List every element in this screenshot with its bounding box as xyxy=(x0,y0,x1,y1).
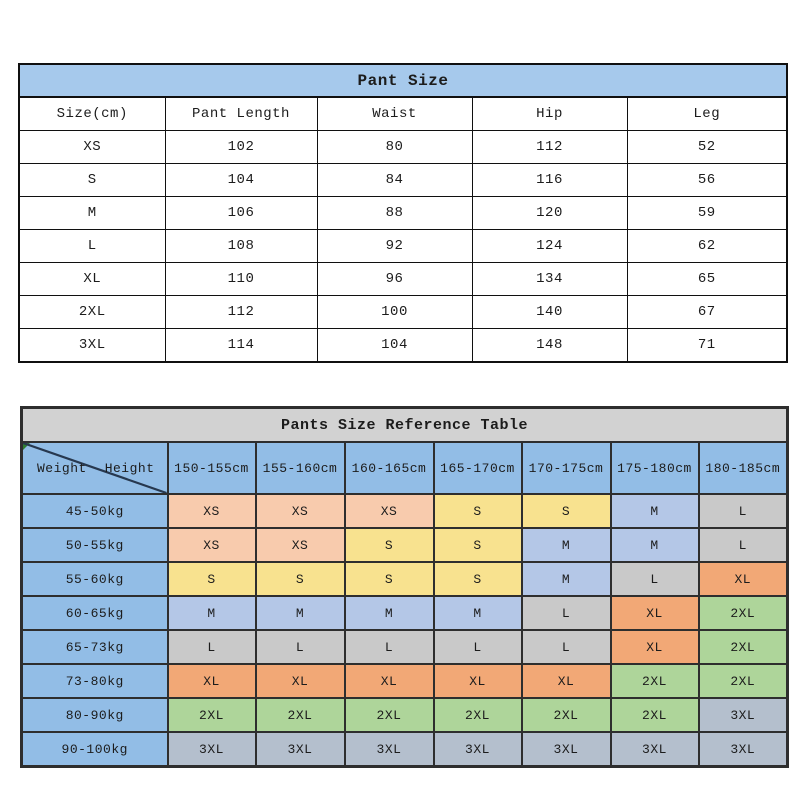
pant-size-data-row xyxy=(19,329,787,363)
measurement-cell: 116 xyxy=(472,164,627,197)
reference-table-title: Pants Size Reference Table xyxy=(22,408,788,443)
size-label-cell: S xyxy=(19,164,165,197)
measurement-cell: 140 xyxy=(472,296,627,329)
recommended-size-cell: 2XL xyxy=(434,698,522,732)
recommended-size-cell: XS xyxy=(168,528,256,562)
height-range-header-cell: 170-175cm xyxy=(522,442,611,494)
recommended-size-cell: L xyxy=(699,494,788,528)
recommended-size-cell: 3XL xyxy=(168,732,256,767)
pant-size-column-header: Hip xyxy=(472,97,627,131)
reference-data-row xyxy=(22,528,788,562)
measurement-cell: 108 xyxy=(165,230,317,263)
reference-header-row xyxy=(22,442,788,494)
height-range-header-cell: 150-155cm xyxy=(168,442,256,494)
pant-size-data-row xyxy=(19,230,787,263)
height-range-header-cell: 175-180cm xyxy=(611,442,699,494)
recommended-size-cell: L xyxy=(699,528,788,562)
pant-size-column-header: Leg xyxy=(627,97,787,131)
recommended-size-cell: M xyxy=(522,528,611,562)
reference-data-row xyxy=(22,664,788,698)
pants-size-reference-table xyxy=(20,406,789,768)
recommended-size-cell: 2XL xyxy=(699,596,788,630)
weight-range-cell: 55-60kg xyxy=(22,562,168,596)
recommended-size-cell: XL xyxy=(256,664,345,698)
recommended-size-cell: XL xyxy=(699,562,788,596)
recommended-size-cell: M xyxy=(434,596,522,630)
recommended-size-cell: M xyxy=(256,596,345,630)
measurement-cell: 84 xyxy=(317,164,472,197)
pant-size-table xyxy=(18,63,788,363)
recommended-size-cell: S xyxy=(434,494,522,528)
recommended-size-cell: 3XL xyxy=(611,732,699,767)
measurement-cell: 100 xyxy=(317,296,472,329)
measurement-cell: 65 xyxy=(627,263,787,296)
weight-height-corner-cell xyxy=(22,442,168,494)
recommended-size-cell: XS xyxy=(256,494,345,528)
recommended-size-cell: L xyxy=(345,630,434,664)
measurement-cell: 80 xyxy=(317,131,472,164)
pant-size-data-row xyxy=(19,131,787,164)
pant-size-header-row xyxy=(19,97,787,131)
size-label-cell: L xyxy=(19,230,165,263)
recommended-size-cell: XS xyxy=(345,494,434,528)
pant-size-column-header: Waist xyxy=(317,97,472,131)
recommended-size-cell: S xyxy=(522,494,611,528)
measurement-cell: 120 xyxy=(472,197,627,230)
reference-data-row xyxy=(22,732,788,767)
recommended-size-cell: S xyxy=(434,562,522,596)
measurement-cell: 112 xyxy=(165,296,317,329)
size-label-cell: XL xyxy=(19,263,165,296)
measurement-cell: 112 xyxy=(472,131,627,164)
recommended-size-cell: 3XL xyxy=(434,732,522,767)
reference-data-row xyxy=(22,494,788,528)
recommended-size-cell: XL xyxy=(345,664,434,698)
recommended-size-cell: S xyxy=(345,562,434,596)
reference-title-row xyxy=(22,408,788,443)
weight-range-cell: 50-55kg xyxy=(22,528,168,562)
recommended-size-cell: XL xyxy=(611,596,699,630)
recommended-size-cell: 2XL xyxy=(699,630,788,664)
measurement-cell: 134 xyxy=(472,263,627,296)
recommended-size-cell: 2XL xyxy=(611,698,699,732)
height-axis-label: Height xyxy=(104,460,155,476)
recommended-size-cell: S xyxy=(434,528,522,562)
weight-range-cell: 73-80kg xyxy=(22,664,168,698)
pant-size-data-row xyxy=(19,164,787,197)
recommended-size-cell: XS xyxy=(168,494,256,528)
recommended-size-cell: L xyxy=(522,630,611,664)
recommended-size-cell: L xyxy=(611,562,699,596)
recommended-size-cell: M xyxy=(611,494,699,528)
pant-size-data-row xyxy=(19,296,787,329)
measurement-cell: 88 xyxy=(317,197,472,230)
size-label-cell: M xyxy=(19,197,165,230)
measurement-cell: 96 xyxy=(317,263,472,296)
measurement-cell: 104 xyxy=(317,329,472,363)
recommended-size-cell: L xyxy=(434,630,522,664)
measurement-cell: 106 xyxy=(165,197,317,230)
measurement-cell: 102 xyxy=(165,131,317,164)
measurement-cell: 148 xyxy=(472,329,627,363)
weight-range-cell: 60-65kg xyxy=(22,596,168,630)
recommended-size-cell: XL xyxy=(434,664,522,698)
recommended-size-cell: S xyxy=(168,562,256,596)
recommended-size-cell: XL xyxy=(611,630,699,664)
recommended-size-cell: L xyxy=(168,630,256,664)
height-range-header-cell: 165-170cm xyxy=(434,442,522,494)
recommended-size-cell: 2XL xyxy=(522,698,611,732)
recommended-size-cell: 2XL xyxy=(256,698,345,732)
measurement-cell: 104 xyxy=(165,164,317,197)
pant-size-title: Pant Size xyxy=(19,64,787,97)
recommended-size-cell: M xyxy=(611,528,699,562)
weight-range-cell: 90-100kg xyxy=(22,732,168,767)
measurement-cell: 124 xyxy=(472,230,627,263)
measurement-cell: 67 xyxy=(627,296,787,329)
weight-range-cell: 80-90kg xyxy=(22,698,168,732)
recommended-size-cell: M xyxy=(522,562,611,596)
recommended-size-cell: L xyxy=(256,630,345,664)
pant-size-data-row xyxy=(19,197,787,230)
reference-data-row xyxy=(22,630,788,664)
size-label-cell: 2XL xyxy=(19,296,165,329)
recommended-size-cell: 2XL xyxy=(611,664,699,698)
measurement-cell: 114 xyxy=(165,329,317,363)
recommended-size-cell: 2XL xyxy=(699,664,788,698)
measurement-cell: 71 xyxy=(627,329,787,363)
measurement-cell: 92 xyxy=(317,230,472,263)
recommended-size-cell: M xyxy=(345,596,434,630)
recommended-size-cell: 2XL xyxy=(168,698,256,732)
recommended-size-cell: 3XL xyxy=(345,732,434,767)
pant-size-column-header: Size(cm) xyxy=(19,97,165,131)
recommended-size-cell: S xyxy=(345,528,434,562)
measurement-cell: 52 xyxy=(627,131,787,164)
recommended-size-cell: L xyxy=(522,596,611,630)
weight-range-cell: 65-73kg xyxy=(22,630,168,664)
recommended-size-cell: M xyxy=(168,596,256,630)
weight-axis-label: Weight xyxy=(37,460,87,476)
recommended-size-cell: XL xyxy=(522,664,611,698)
height-range-header-cell: 155-160cm xyxy=(256,442,345,494)
recommended-size-cell: 3XL xyxy=(256,732,345,767)
measurement-cell: 110 xyxy=(165,263,317,296)
measurement-cell: 59 xyxy=(627,197,787,230)
recommended-size-cell: 3XL xyxy=(522,732,611,767)
reference-data-row xyxy=(22,596,788,630)
size-label-cell: 3XL xyxy=(19,329,165,363)
pant-size-column-header: Pant Length xyxy=(165,97,317,131)
weight-range-cell: 45-50kg xyxy=(22,494,168,528)
pant-size-title-row xyxy=(19,64,787,97)
measurement-cell: 62 xyxy=(627,230,787,263)
reference-data-row xyxy=(22,562,788,596)
size-label-cell: XS xyxy=(19,131,165,164)
recommended-size-cell: S xyxy=(256,562,345,596)
recommended-size-cell: 3XL xyxy=(699,698,788,732)
recommended-size-cell: 3XL xyxy=(699,732,788,767)
recommended-size-cell: XS xyxy=(256,528,345,562)
pant-size-data-row xyxy=(19,263,787,296)
height-range-header-cell: 180-185cm xyxy=(699,442,788,494)
reference-data-row xyxy=(22,698,788,732)
recommended-size-cell: XL xyxy=(168,664,256,698)
height-range-header-cell: 160-165cm xyxy=(345,442,434,494)
recommended-size-cell: 2XL xyxy=(345,698,434,732)
measurement-cell: 56 xyxy=(627,164,787,197)
